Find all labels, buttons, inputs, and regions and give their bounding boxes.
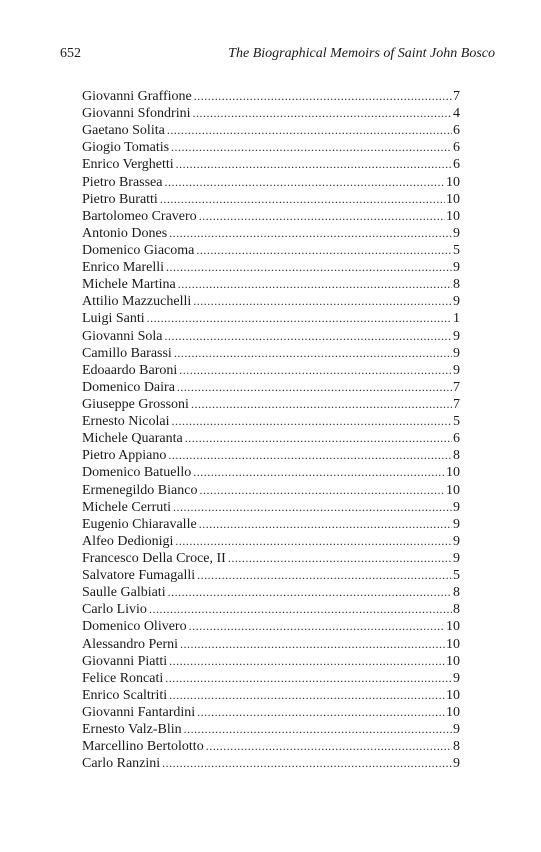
- dot-leader: [199, 516, 452, 533]
- entry-name: Giuseppe Grossoni: [82, 396, 189, 412]
- entry-name: Enrico Scaltriti: [82, 687, 168, 703]
- entry-number: 8: [453, 739, 460, 755]
- entry-name: Gaetano Solita: [82, 123, 165, 139]
- list-item: [82, 259, 460, 276]
- entry-name: Michele Cerruti: [82, 499, 172, 515]
- entry-name: Domenico Daira: [82, 379, 175, 395]
- list-item: [82, 567, 460, 584]
- dot-leader: [184, 721, 452, 738]
- entry-name: Giovanni Piatti: [82, 653, 168, 669]
- dot-leader: [169, 687, 445, 704]
- dot-leader: [185, 430, 452, 447]
- dot-leader: [168, 447, 452, 464]
- entry-number: 10: [446, 208, 460, 224]
- list-item: [82, 687, 460, 704]
- list-item: [82, 430, 460, 447]
- entry-number: 6: [453, 123, 460, 139]
- entry-name: Domenico Giacoma: [82, 242, 195, 258]
- entry-name: Michele Quaranta: [82, 431, 183, 447]
- entry-number: 8: [453, 602, 460, 618]
- entry-name: Felice Roncati: [82, 670, 164, 686]
- list-item: [82, 584, 460, 601]
- dot-leader: [189, 618, 445, 635]
- list-item: [82, 516, 460, 533]
- entry-name: Carlo Ranzini: [82, 756, 161, 772]
- entry-number: 9: [453, 722, 460, 738]
- dot-leader: [228, 550, 452, 567]
- entry-number: 10: [446, 482, 460, 498]
- list-item: [82, 122, 460, 139]
- entry-name: Salvatore Fumagalli: [82, 568, 196, 584]
- entry-number: 9: [453, 294, 460, 310]
- dot-leader: [174, 345, 452, 362]
- list-item: [82, 618, 460, 635]
- entry-name: Marcellino Bertolotto: [82, 739, 204, 755]
- entry-name: Ernesto Valz-Blin: [82, 722, 182, 738]
- dot-leader: [173, 499, 452, 516]
- entry-name: Attilio Mazzuchelli: [82, 294, 192, 310]
- dot-leader: [165, 328, 453, 345]
- entry-number: 10: [446, 636, 460, 652]
- dot-leader: [178, 276, 452, 293]
- dot-leader: [165, 670, 452, 687]
- entry-number: 10: [446, 704, 460, 720]
- entry-number: 10: [446, 619, 460, 635]
- entry-name: Bartolomeo Cravero: [82, 208, 197, 224]
- list-item: [82, 550, 460, 567]
- entry-number: 9: [453, 328, 460, 344]
- list-item: [82, 276, 460, 293]
- entry-number: 1: [453, 311, 460, 327]
- list-item: [82, 208, 460, 225]
- entry-name: Pietro Brassea: [82, 174, 163, 190]
- dot-leader: [193, 105, 453, 122]
- entry-number: 8: [453, 277, 460, 293]
- entry-number: 7: [453, 396, 460, 412]
- list-item: [82, 191, 460, 208]
- page-header: [60, 46, 505, 66]
- entry-name: Ermenegildo Bianco: [82, 482, 198, 498]
- list-item: [82, 636, 460, 653]
- list-item: [82, 533, 460, 550]
- dot-leader: [199, 208, 445, 225]
- entry-name: Ernesto Nicolai: [82, 414, 170, 430]
- dot-leader: [166, 259, 452, 276]
- entry-name: Giovanni Sola: [82, 328, 163, 344]
- dot-leader: [164, 174, 445, 191]
- entry-name: Enrico Verghetti: [82, 157, 174, 173]
- dot-leader: [149, 601, 452, 618]
- list-item: [82, 601, 460, 618]
- entry-name: Saulle Galbiati: [82, 585, 166, 601]
- list-item: [82, 704, 460, 721]
- entry-number: 6: [453, 140, 460, 156]
- list-item: [82, 447, 460, 464]
- entry-name: Giovanni Fantardini: [82, 704, 196, 720]
- entry-number: 10: [446, 687, 460, 703]
- entry-name: Michele Martina: [82, 277, 176, 293]
- dot-leader: [193, 293, 452, 310]
- dot-leader: [171, 139, 452, 156]
- dot-leader: [175, 533, 452, 550]
- entry-number: 10: [446, 191, 460, 207]
- entry-number: 5: [453, 414, 460, 430]
- dot-leader: [206, 738, 452, 755]
- list-item: [82, 310, 460, 327]
- list-item: [82, 738, 460, 755]
- dot-leader: [179, 362, 452, 379]
- list-item: [82, 362, 460, 379]
- dot-leader: [160, 191, 445, 208]
- dot-leader: [162, 755, 452, 772]
- entry-number: 6: [453, 431, 460, 447]
- entry-number: 9: [453, 260, 460, 276]
- entry-number: 7: [453, 89, 460, 104]
- list-item: [82, 499, 460, 516]
- dot-leader: [177, 379, 452, 396]
- dot-leader: [194, 88, 452, 105]
- entry-name: Francesco Della Croce, II: [82, 550, 226, 566]
- dot-leader: [197, 567, 452, 584]
- entry-number: 4: [453, 106, 460, 122]
- dot-leader: [169, 653, 445, 670]
- entry-name: Giovanni Graffione: [82, 89, 192, 104]
- list-item: [82, 225, 460, 242]
- list-item: [82, 721, 460, 738]
- list-item: [82, 755, 460, 772]
- page-number: 652: [60, 46, 81, 61]
- entry-number: 9: [453, 550, 460, 566]
- list-item: [82, 242, 460, 259]
- dot-leader: [176, 156, 452, 173]
- list-item: [82, 379, 460, 396]
- dot-leader: [193, 464, 445, 481]
- entry-number: 9: [453, 362, 460, 378]
- entry-name: Carlo Livio: [82, 602, 147, 618]
- entry-number: 9: [453, 756, 460, 772]
- dot-leader: [171, 413, 452, 430]
- entry-number: 10: [446, 465, 460, 481]
- entry-name: Camillo Barassi: [82, 345, 172, 361]
- entry-number: 9: [453, 533, 460, 549]
- list-item: [82, 293, 460, 310]
- running-title: The Biographical Memoirs of Saint John Bosco: [228, 46, 495, 61]
- list-item: [82, 156, 460, 173]
- dot-leader: [196, 242, 452, 259]
- list-item: [82, 670, 460, 687]
- entry-number: 6: [453, 157, 460, 173]
- entry-number: 9: [453, 225, 460, 241]
- dot-leader: [180, 636, 445, 653]
- list-item: [82, 88, 460, 105]
- entry-name: Enrico Marelli: [82, 260, 165, 276]
- dot-leader: [168, 584, 452, 601]
- list-item: [82, 482, 460, 499]
- entry-number: 10: [446, 653, 460, 669]
- entry-number: 5: [453, 568, 460, 584]
- dot-leader: [147, 310, 452, 327]
- entry-number: 9: [453, 670, 460, 686]
- entry-number: 7: [453, 379, 460, 395]
- entry-name: Alessandro Perni: [82, 636, 179, 652]
- list-item: [82, 464, 460, 481]
- name-list: [82, 88, 460, 772]
- list-item: [82, 105, 460, 122]
- entry-number: 5: [453, 242, 460, 258]
- entry-number: 8: [453, 448, 460, 464]
- entry-name: Giovanni Sfondrini: [82, 106, 191, 122]
- entry-number: 9: [453, 499, 460, 515]
- entry-number: 9: [453, 345, 460, 361]
- entry-name: Eugenio Chiaravalle: [82, 516, 197, 532]
- list-item: [82, 139, 460, 156]
- entry-name: Luigi Santi: [82, 311, 145, 327]
- entry-name: Edoaardo Baroni: [82, 362, 178, 378]
- list-item: [82, 413, 460, 430]
- list-item: [82, 345, 460, 362]
- entry-number: 9: [453, 516, 460, 532]
- dot-leader: [199, 482, 445, 499]
- entry-name: Domenico Batuello: [82, 465, 192, 481]
- dot-leader: [191, 396, 452, 413]
- list-item: [82, 653, 460, 670]
- list-item: [82, 396, 460, 413]
- entry-name: Giogio Tomatis: [82, 140, 170, 156]
- list-item: [82, 328, 460, 345]
- dot-leader: [167, 122, 452, 139]
- entry-name: Antonio Dones: [82, 225, 168, 241]
- entry-number: 8: [453, 585, 460, 601]
- entry-name: Domenico Olivero: [82, 619, 187, 635]
- list-item: [82, 174, 460, 191]
- dot-leader: [197, 704, 445, 721]
- entry-name: Pietro Buratti: [82, 191, 158, 207]
- entry-number: 10: [446, 174, 460, 190]
- entry-name: Pietro Appiano: [82, 448, 167, 464]
- dot-leader: [169, 225, 452, 242]
- entry-name: Alfeo Dedionigi: [82, 533, 174, 549]
